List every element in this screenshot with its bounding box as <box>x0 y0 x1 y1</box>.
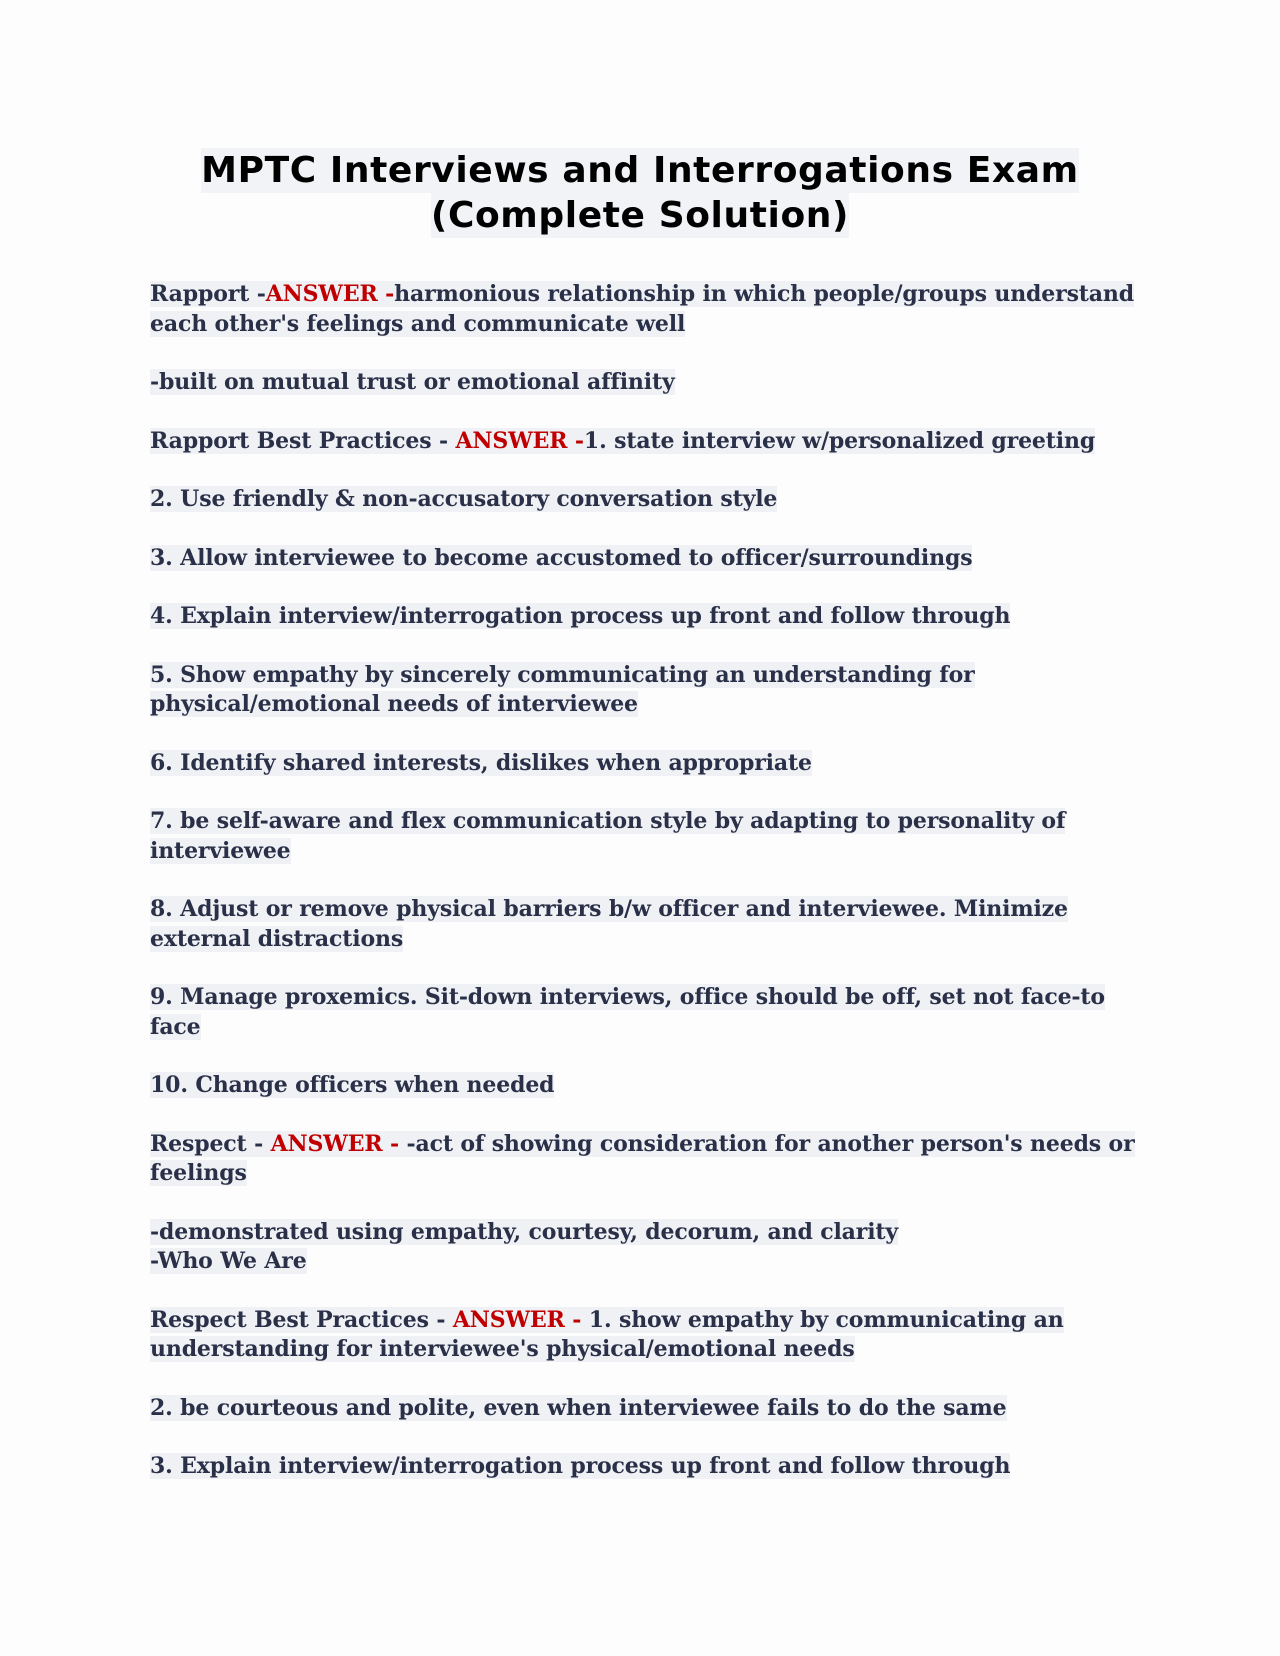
document-body <box>150 280 1150 1511</box>
list-item-text: 10. Change officers when needed <box>150 1072 555 1098</box>
answer-label: ANSWER <box>270 1130 383 1157</box>
list-item-text: 6. Identify shared interests, dislikes when appropriate <box>150 749 812 776</box>
list-item <box>150 749 1150 779</box>
list-item-text: 2. Use friendly & non-accusatory conversation style <box>150 486 778 512</box>
list-item <box>150 1394 1150 1424</box>
answer-label: ANSWER <box>455 427 568 454</box>
paragraph-line: -Who We Are <box>150 1248 307 1274</box>
list-item <box>150 1071 1150 1101</box>
list-item <box>150 602 1150 632</box>
answer-separator: - <box>564 1306 589 1333</box>
title-line-2: (Complete Solution) <box>430 195 850 236</box>
document-title <box>150 148 1130 238</box>
list-item <box>150 544 1150 574</box>
list-item-text: 2. be courteous and polite, even when interviewee fails to do the same <box>150 1394 1007 1421</box>
paragraph-respect-best-practices <box>150 1306 1150 1365</box>
definition-text: 1. show empathy by communicating an understanding for interviewee's physical/emotional needs <box>150 1306 1064 1362</box>
paragraph-rapport-best-practices <box>150 427 1150 457</box>
answer-separator: - <box>377 281 395 307</box>
definition-text: 1. state interview w/personalized greeting <box>583 427 1096 454</box>
paragraph-line: -built on mutual trust or emotional affinity <box>150 369 675 395</box>
list-item-text: 3. Explain interview/interrogation process up front and follow through <box>150 1453 1011 1479</box>
paragraph-line: -demonstrated using empathy, courtesy, decorum, and clarity <box>150 1218 899 1245</box>
list-item <box>150 895 1150 954</box>
list-item <box>150 661 1150 720</box>
paragraph-rapport <box>150 280 1150 339</box>
answer-label: ANSWER <box>265 281 378 307</box>
paragraph-respect <box>150 1130 1150 1189</box>
term-label: Rapport - <box>150 281 266 307</box>
definition-text: -act of showing consideration for another person's needs or feelings <box>150 1130 1135 1186</box>
definition-text: harmonious relationship in which people/groups understand each other's feelings and communicate well <box>150 281 1134 337</box>
list-item <box>150 807 1150 866</box>
list-item-text: 4. Explain interview/interrogation process up front and follow through <box>150 603 1011 629</box>
term-label: Respect Best Practices - <box>150 1306 453 1333</box>
list-item <box>150 1452 1150 1482</box>
list-item-text: 8. Adjust or remove physical barriers b/w officer and interviewee. Minimize external distractions <box>150 896 1068 952</box>
list-item-text: 3. Allow interviewee to become accustomed to officer/surroundings <box>150 544 973 571</box>
title-line-1: MPTC Interviews and Interrogations Exam <box>201 150 1079 191</box>
list-item-text: 5. Show empathy by sincerely communicating an understanding for physical/emotional needs of interviewee <box>150 661 975 717</box>
list-item <box>150 485 1150 515</box>
answer-label: ANSWER <box>452 1306 565 1333</box>
list-item-text: 7. be self-aware and flex communication style by adapting to personality of interviewee <box>150 808 1066 864</box>
term-label: Rapport Best Practices - <box>150 427 456 454</box>
answer-separator: - <box>567 427 584 454</box>
term-label: Respect - <box>150 1130 271 1157</box>
answer-separator: - <box>382 1130 407 1157</box>
list-item <box>150 983 1150 1042</box>
list-item-text: 9. Manage proxemics. Sit-down interviews, office should be off, set not face-to face <box>150 984 1105 1040</box>
paragraph-text <box>150 1218 1150 1277</box>
paragraph-text <box>150 368 1150 398</box>
